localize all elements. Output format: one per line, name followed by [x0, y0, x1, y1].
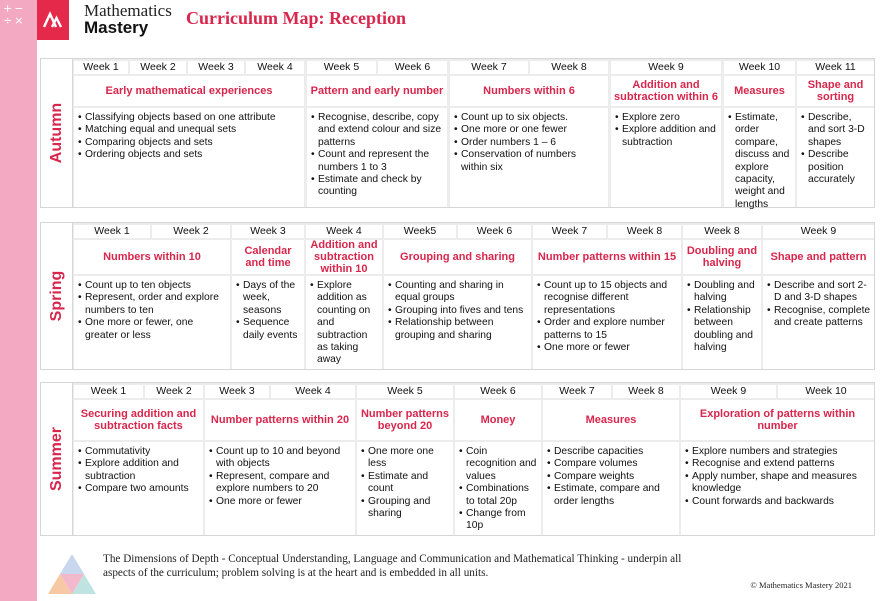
unit-title: Doubling and halving — [683, 240, 761, 274]
list-item: • Recognise and extend patterns — [685, 458, 871, 470]
week-cell: Week 6 — [455, 385, 541, 398]
unit-objectives — [450, 108, 608, 207]
list-item: • Order numbers 1 – 6 — [454, 137, 605, 149]
unit-objectives — [74, 276, 230, 369]
unit-title: Exploration of patterns within number — [681, 400, 874, 440]
list-item: • Count up to ten objects — [78, 280, 227, 292]
list-item: • Estimate and count — [361, 471, 450, 496]
list-item: • Estimate, compare and order lengths — [547, 483, 676, 508]
list-item: • Matching equal and unequal sets — [78, 124, 301, 136]
list-item: • Describe, and sort 3-D shapes — [801, 112, 871, 149]
week-cell: Week 4 — [246, 61, 304, 74]
week-cell: Week 6 — [378, 61, 447, 74]
week-cell: Week 9 — [611, 61, 721, 74]
unit-title: Securing addition and subtraction facts — [74, 400, 203, 440]
list-item: • Recognise, describe, copy and extend colour and size patterns — [311, 112, 444, 149]
list-item: • Explore addition and subtraction — [78, 458, 200, 483]
list-item: • Grouping and sharing — [361, 496, 450, 521]
unit-objectives — [307, 108, 447, 207]
week-cell: Week 2 — [152, 225, 230, 238]
list-item: • One more or fewer — [537, 342, 678, 354]
term-label: Spring — [41, 223, 73, 369]
list-item: • Conservation of numbers within six — [454, 149, 605, 174]
list-item: • Represent, order and explore numbers to ten — [78, 292, 227, 317]
side-color-bar — [0, 0, 37, 601]
unit-title: Number patterns beyond 20 — [357, 400, 453, 440]
list-item: • One more or fewer — [209, 496, 352, 508]
list-item: • Grouping into fives and tens — [388, 305, 528, 317]
unit-title: Numbers within 10 — [74, 240, 230, 274]
list-item: • Compare two amounts — [78, 483, 200, 495]
week-cell: Week 9 — [681, 385, 776, 398]
list-item: • Commutativity — [78, 446, 200, 458]
list-item: • Explore numbers and strategies — [685, 446, 871, 458]
list-item: • Estimate, order compare, discuss and explore capacity, weight and lengths — [728, 112, 792, 211]
unit-objectives — [306, 276, 382, 369]
week-cell: Week 7 — [533, 225, 606, 238]
week-cell: Week 8 — [530, 61, 608, 74]
brand-line-2: Mastery — [84, 18, 149, 37]
week-cell: Week 6 — [458, 225, 531, 238]
math-symbols-icon: +− ÷× — [3, 2, 26, 27]
unit-objectives — [232, 276, 304, 369]
unit-title: Grouping and sharing — [384, 240, 531, 274]
list-item: • Relationship between grouping and sharing — [388, 317, 528, 342]
unit-title: Number patterns within 20 — [205, 400, 355, 440]
unit-objectives — [543, 442, 679, 535]
unit-title: Addition and subtraction within 10 — [306, 240, 382, 274]
unit-objectives — [683, 276, 761, 369]
week-cell: Week 3 — [188, 61, 244, 74]
list-item: • Counting and sharing in equal groups — [388, 280, 528, 305]
unit-objectives — [357, 442, 453, 535]
unit-title: Shape and sorting — [797, 76, 874, 106]
list-item: • Combinations to total 20p — [459, 483, 538, 508]
week-cell: Week 2 — [145, 385, 203, 398]
list-item: • Estimate and check by counting — [311, 174, 444, 199]
unit-title: Numbers within 6 — [450, 76, 608, 106]
list-item: • Describe and sort 2-D and 3-D shapes — [767, 280, 871, 305]
week-cell: Week 8 — [613, 385, 679, 398]
list-item: • One more one less — [361, 446, 450, 471]
unit-title: Early mathematical experiences — [74, 76, 304, 106]
unit-title: Pattern and early number — [307, 76, 447, 106]
list-item: • Compare volumes — [547, 458, 676, 470]
week-cell: Week 10 — [724, 61, 795, 74]
list-item: • Compare weights — [547, 471, 676, 483]
copyright: © Mathematics Mastery 2021 — [750, 580, 852, 590]
unit-title: Measures — [543, 400, 679, 440]
list-item: • Count up to six objects. — [454, 112, 605, 124]
list-item: • Order and explore number patterns to 15 — [537, 317, 678, 342]
unit-objectives — [205, 442, 355, 535]
unit-objectives — [611, 108, 721, 207]
list-item: • Count up to 10 and beyond with objects — [209, 446, 352, 471]
week-cell: Week 10 — [778, 385, 874, 398]
term-autumn — [40, 58, 875, 208]
unit-objectives — [74, 442, 203, 535]
unit-title: Shape and pattern — [763, 240, 874, 274]
week-cell: Week 3 — [205, 385, 269, 398]
term-label: Autumn — [41, 59, 73, 207]
week-cell: Week 4 — [306, 225, 382, 238]
unit-title: Money — [455, 400, 541, 440]
unit-objectives — [763, 276, 874, 369]
term-summer — [40, 382, 875, 536]
list-item: • Doubling and halving — [687, 280, 758, 305]
list-item: • Relationship between doubling and halving — [687, 305, 758, 355]
list-item: • Change from 10p — [459, 508, 538, 533]
dimensions-of-depth-icon — [48, 552, 96, 601]
week-cell: Week 1 — [74, 61, 128, 74]
footer-note: The Dimensions of Depth - Conceptual Understanding, Language and Communication and Mathematical Thinking - underpin all aspects of the curriculum; problem solving is at the heart and is embedded in all units. — [103, 553, 682, 579]
term-label: Summer — [41, 383, 73, 535]
week-cell: Week 4 — [271, 385, 355, 398]
list-item: • Recognise, complete and create patterns — [767, 305, 871, 330]
list-item: • Comparing objects and sets — [78, 137, 301, 149]
week-cell: Week 5 — [307, 61, 376, 74]
brand-line-1: Mathematics — [84, 1, 172, 20]
week-cell: Week 1 — [74, 385, 143, 398]
list-item: • One more or one fewer — [454, 124, 605, 136]
week-cell: Week 5 — [357, 385, 453, 398]
list-item: • Sequence daily events — [236, 317, 301, 342]
brand-name — [84, 2, 172, 36]
term-spring — [40, 222, 875, 370]
unit-title: Measures — [724, 76, 795, 106]
list-item: • Count and represent the numbers 1 to 3 — [311, 149, 444, 174]
list-item: • Count up to 15 objects and recognise different representations — [537, 280, 678, 317]
unit-objectives — [455, 442, 541, 535]
list-item: • Explore addition as counting on and subtraction as taking away — [310, 280, 379, 367]
list-item: • Describe position accurately — [801, 149, 871, 186]
list-item: • Coin recognition and values — [459, 446, 538, 483]
unit-title: Addition and subtraction within 6 — [611, 76, 721, 106]
unit-title: Calendar and time — [232, 240, 304, 274]
list-item: • One more or fewer, one greater or less — [78, 317, 227, 342]
list-item: • Days of the week, seasons — [236, 280, 301, 317]
week-cell: Week 1 — [74, 225, 150, 238]
unit-objectives — [797, 108, 874, 207]
list-item: • Ordering objects and sets — [78, 149, 301, 161]
week-cell: Week 3 — [232, 225, 304, 238]
unit-objectives — [74, 108, 304, 207]
week-cell: Week 8 — [683, 225, 761, 238]
unit-objectives — [681, 442, 874, 535]
week-cell: Week 8 — [608, 225, 681, 238]
unit-objectives — [724, 108, 795, 210]
list-item: • Explore addition and subtraction — [615, 124, 718, 149]
week-cell: Week 2 — [130, 61, 186, 74]
week-cell: Week5 — [384, 225, 456, 238]
list-item: • Explore zero — [615, 112, 718, 124]
list-item: • Classifying objects based on one attribute — [78, 112, 301, 124]
unit-title: Number patterns within 15 — [533, 240, 681, 274]
list-item: • Represent, compare and explore numbers to 20 — [209, 471, 352, 496]
week-cell: Week 11 — [797, 61, 874, 74]
unit-objectives — [384, 276, 531, 369]
week-cell: Week 7 — [450, 61, 528, 74]
logo-icon — [37, 0, 69, 40]
list-item: • Apply number, shape and measures knowledge — [685, 471, 871, 496]
list-item: • Describe capacities — [547, 446, 676, 458]
unit-objectives — [533, 276, 681, 369]
week-cell: Week 7 — [543, 385, 611, 398]
page-title: Curriculum Map: Reception — [186, 8, 406, 28]
week-cell: Week 9 — [763, 225, 874, 238]
list-item: • Count forwards and backwards — [685, 496, 871, 508]
